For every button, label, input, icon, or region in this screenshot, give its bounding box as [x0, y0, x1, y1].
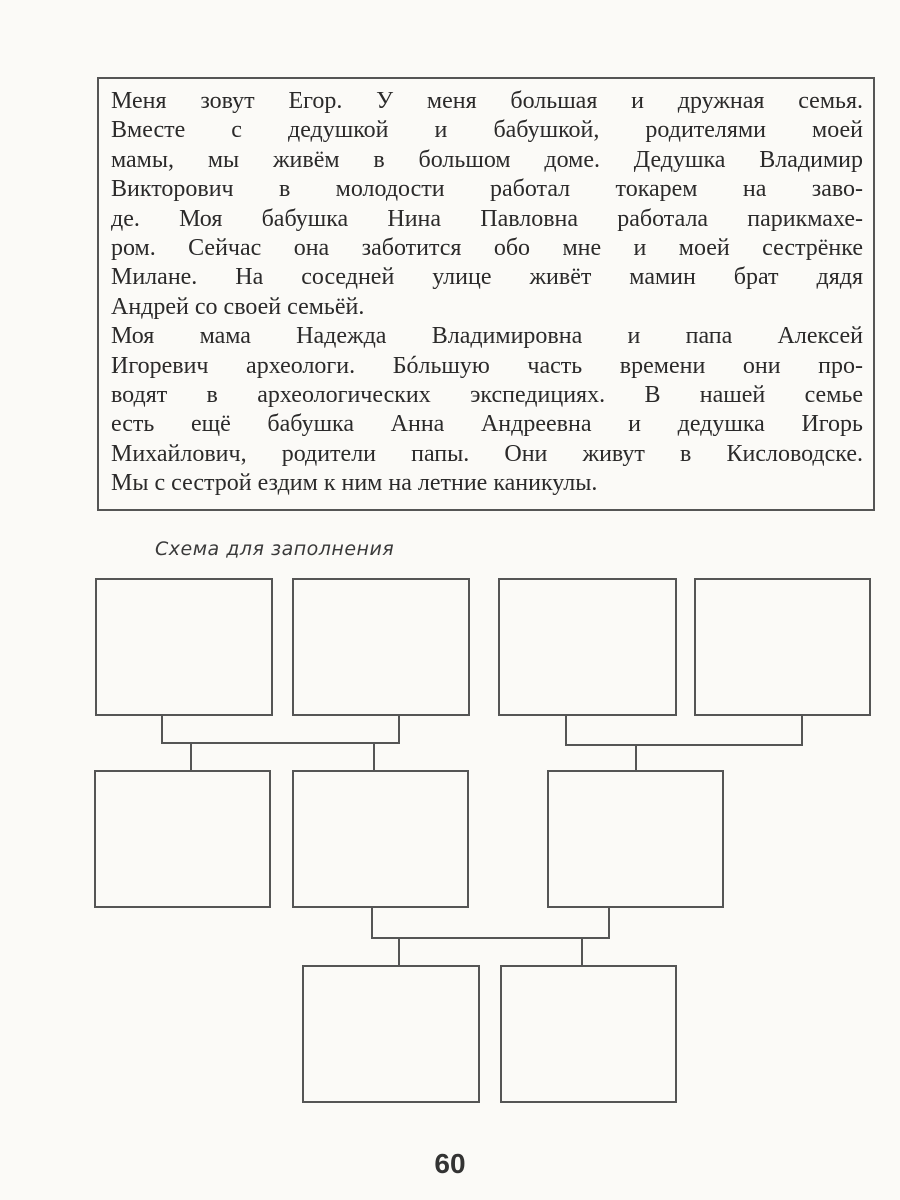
story-line: Игоревич археологи. Бóльшую часть времени они про- — [111, 352, 863, 379]
connector-line — [635, 744, 637, 771]
connector-line — [161, 715, 163, 743]
tree-box-parent-1[interactable] — [94, 770, 271, 908]
connector-line — [581, 937, 583, 966]
tree-box-child-1[interactable] — [302, 965, 480, 1103]
page-number: 60 — [434, 1148, 466, 1179]
tree-box-parent-2[interactable] — [292, 770, 469, 908]
connector-line — [398, 937, 400, 966]
story-line: Андрей со своей семьёй. — [111, 293, 365, 320]
story-line: водят в археологических экспедициях. В нашей семье — [111, 381, 863, 408]
connector-line — [161, 742, 400, 744]
connector-line — [801, 715, 803, 745]
tree-box-grandparent-4[interactable] — [694, 578, 871, 716]
connector-line — [608, 907, 610, 938]
connector-line — [565, 744, 803, 746]
tree-box-child-2[interactable] — [500, 965, 677, 1103]
story-line: Михайлович, родители папы. Они живут в Кисловодске. — [111, 440, 863, 467]
tree-box-grandparent-3[interactable] — [498, 578, 677, 716]
scheme-caption: Схема для заполнения — [155, 538, 395, 560]
connector-line — [371, 907, 373, 938]
connector-line — [190, 742, 192, 771]
story-text — [111, 87, 863, 498]
story-line: Моя мама Надежда Владимировна и папа Алексей — [111, 323, 863, 350]
tree-box-grandparent-1[interactable] — [95, 578, 273, 716]
connector-line — [373, 742, 375, 771]
connector-line — [565, 715, 567, 745]
connector-line — [371, 937, 610, 939]
tree-box-parent-3[interactable] — [547, 770, 724, 908]
story-line: ром. Сейчас она заботится обо мне и моей сестрёнке — [111, 234, 863, 261]
connector-line — [398, 715, 400, 743]
tree-box-grandparent-2[interactable] — [292, 578, 470, 716]
story-text-box — [97, 77, 875, 511]
story-line: есть ещё бабушка Анна Андреевна и дедушка Игорь — [111, 411, 863, 438]
story-line: де. Моя бабушка Нина Павловна работала парикмахе- — [111, 205, 863, 232]
story-line: Меня зовут Егор. У меня большая и дружная семья. — [111, 88, 863, 114]
story-line: Викторович в молодости работал токарем на заво- — [111, 176, 863, 203]
story-line: Милане. На соседней улице живёт мамин брат дядя — [111, 264, 863, 291]
story-line: Вместе с дедушкой и бабушкой, родителями моей — [111, 117, 863, 144]
story-line: мамы, мы живём в большом доме. Дедушка Владимир — [111, 146, 863, 173]
story-line: Мы с сестрой ездим к ним на летние каникулы. — [111, 470, 598, 497]
